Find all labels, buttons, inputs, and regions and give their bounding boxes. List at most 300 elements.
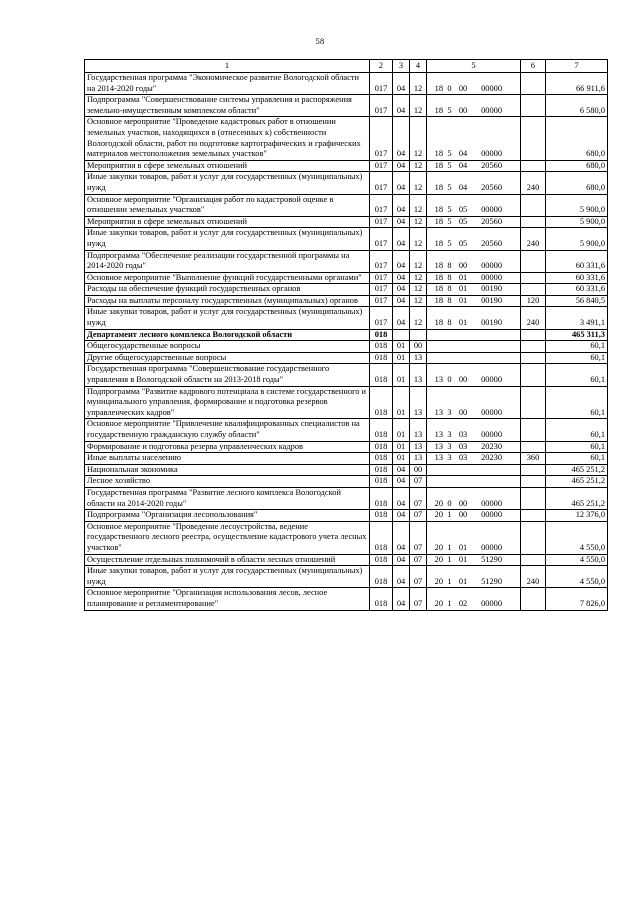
table-row [85,419,608,441]
expense-type-cell [521,441,546,453]
target-article-code [429,273,518,284]
section-code-cell: 04 [393,307,410,329]
row-name-cell: Подпрограмма "Организация лесопользования" [85,510,370,522]
direction-code: 00000 [481,498,502,508]
direction-code: 20230 [481,453,502,463]
table-row [85,464,608,476]
target-article-cell [427,464,521,476]
subsection-code-cell: 12 [410,295,427,307]
target-article-cell [427,228,521,250]
target-article-code [429,106,518,117]
subprogram-code: 0 [447,83,452,93]
subsection-code-cell: 12 [410,307,427,329]
ministry-code-cell: 017 [370,228,393,250]
ministry-code-cell: 017 [370,307,393,329]
row-name-cell: Основное мероприятие "Организация работ по кадастровой оценке в отношении земельных участков" [85,194,370,216]
direction-code: 00000 [481,261,502,271]
program-code: 20 [434,598,443,608]
subprogram-code: 1 [447,598,452,608]
target-article-cell [427,172,521,194]
amount-cell: 5 900,0 [546,216,608,228]
event-code: 03 [458,441,468,451]
expense-type-cell [521,554,546,566]
event-code: 02 [458,598,468,608]
subsection-code-cell: 12 [410,250,427,272]
target-article-cell [427,554,521,566]
table-row [85,364,608,386]
direction-code: 00190 [481,284,502,294]
row-name-cell: Основное мероприятие "Проведение кадастровых работ в отношении земельных участков, находящихся в (отнесенных к) собственности Вологодской области, работ по подготовке картографических и графических материалов местоположения земельных участков" [85,117,370,160]
direction-code: 20560 [481,238,502,248]
subsection-code-cell: 12 [410,73,427,95]
row-name-cell: Лесное хозяйство [85,476,370,488]
subprogram-code: 5 [447,216,452,226]
section-code-cell [393,329,410,341]
row-name-cell: Подпрограмма "Развитие кадрового потенциала в системе государственного и муниципального управления, формирование и подготовка резервов управленческих кадров" [85,386,370,419]
target-article-cell [427,487,521,509]
subsection-code-cell: 00 [410,341,427,353]
subsection-code-cell: 12 [410,95,427,117]
event-code: 01 [458,542,468,552]
program-code: 13 [434,441,443,451]
ministry-code-cell: 018 [370,554,393,566]
target-article-code [429,543,518,554]
row-name-cell: Мероприятия в сфере земельных отношений [85,160,370,172]
subsection-code-cell: 07 [410,487,427,509]
table-row [85,554,608,566]
ministry-code-cell: 018 [370,329,393,341]
target-article-cell [427,216,521,228]
direction-code: 00000 [481,105,502,115]
expense-type-cell [521,160,546,172]
direction-code: 20560 [481,182,502,192]
amount-cell: 60,1 [546,352,608,364]
target-article-cell [427,160,521,172]
ministry-code-cell: 018 [370,364,393,386]
program-code: 18 [434,238,443,248]
subprogram-code: 1 [447,554,452,564]
target-article-code [429,183,518,194]
table-row [85,352,608,364]
ministry-code-cell: 018 [370,510,393,522]
section-code-cell: 04 [393,95,410,117]
direction-code: 00000 [481,375,502,385]
section-code-cell: 04 [393,73,410,95]
program-code: 18 [434,105,443,115]
ministry-code-cell: 017 [370,272,393,284]
subsection-code-cell: 07 [410,554,427,566]
expense-type-cell [521,341,546,353]
subsection-code-cell: 07 [410,521,427,554]
amount-cell: 60,1 [546,341,608,353]
expense-type-cell: 120 [521,295,546,307]
subsection-code-cell [410,329,427,341]
section-code-cell: 04 [393,216,410,228]
section-code-cell: 04 [393,117,410,160]
ministry-code-cell: 018 [370,487,393,509]
table-row [85,588,608,610]
program-code: 18 [434,182,443,192]
subprogram-code: 8 [447,272,452,282]
table-row [85,329,608,341]
target-article-code [429,453,518,464]
subsection-code-cell: 13 [410,352,427,364]
table-row [85,476,608,488]
row-name-cell: Национальная экономика [85,464,370,476]
amount-cell: 4 550,0 [546,554,608,566]
row-name-cell: Иные закупки товаров, работ и услуг для государственных (муниципальных) нужд [85,566,370,588]
subprogram-code: 5 [447,149,452,159]
amount-cell: 6 580,0 [546,95,608,117]
row-name-cell: Расходы на выплаты персоналу государственных (муниципальных) органов [85,295,370,307]
table-row [85,250,608,272]
row-name-cell: Основное мероприятие "Выполнение функций государственными органами" [85,272,370,284]
section-code-cell: 04 [393,228,410,250]
row-name-cell: Общегосударственные вопросы [85,341,370,353]
ministry-code-cell: 018 [370,476,393,488]
event-code: 04 [458,182,468,192]
program-code: 18 [434,318,443,328]
expense-type-cell [521,464,546,476]
program-code: 13 [434,430,443,439]
direction-code: 00000 [481,149,502,159]
program-code: 18 [434,216,443,226]
direction-code: 00190 [481,318,502,328]
event-code: 03 [458,453,468,463]
subsection-code-cell: 07 [410,566,427,588]
target-article-code [429,284,518,295]
table-row [85,441,608,453]
expense-type-cell [521,73,546,95]
row-name-cell: Иные закупки товаров, работ и услуг для государственных (муниципальных) нужд [85,172,370,194]
ministry-code-cell: 017 [370,250,393,272]
section-code-cell: 04 [393,510,410,522]
direction-code: 00000 [481,430,502,439]
expense-type-cell: 240 [521,172,546,194]
section-code-cell: 04 [393,284,410,296]
subprogram-code: 5 [447,182,452,192]
program-code: 18 [434,160,443,170]
expense-type-cell [521,386,546,419]
target-article-cell [427,73,521,95]
row-name-cell: Расходы на обеспечение функций государственных органов [85,284,370,296]
subprogram-code: 5 [447,205,452,215]
event-code: 01 [458,554,468,564]
expense-type-cell [521,352,546,364]
subsection-code-cell: 12 [410,272,427,284]
program-code: 13 [434,375,443,385]
ministry-code-cell: 017 [370,216,393,228]
table-row [85,386,608,419]
direction-code: 00000 [481,83,502,93]
amount-cell: 4 550,0 [546,566,608,588]
expense-type-cell [521,329,546,341]
section-code-cell: 01 [393,364,410,386]
row-name-cell: Основное мероприятие "Организация использования лесов, лесное планирование и регламентирование" [85,588,370,610]
amount-cell: 12 376,0 [546,510,608,522]
row-name-cell: Департамент лесного комплекса Вологодской области [85,329,370,341]
table-row [85,160,608,172]
target-article-cell [427,117,521,160]
event-code: 01 [458,284,468,294]
col-header-3: 3 [393,60,410,73]
subprogram-code: 3 [447,453,452,463]
target-article-code [429,296,518,307]
subprogram-code: 1 [447,576,452,586]
section-code-cell: 01 [393,453,410,465]
section-code-cell: 04 [393,464,410,476]
direction-code: 51290 [481,554,502,564]
expense-type-cell [521,487,546,509]
table-row [85,95,608,117]
table-body [85,73,608,611]
expense-type-cell [521,194,546,216]
amount-cell: 60,1 [546,419,608,441]
event-code: 04 [458,149,468,159]
ministry-code-cell: 018 [370,566,393,588]
expense-type-cell: 240 [521,307,546,329]
program-code: 18 [434,295,443,305]
expense-type-cell [521,216,546,228]
amount-cell: 680,0 [546,117,608,160]
target-article-cell [427,441,521,453]
target-article-code [429,261,518,272]
target-article-code [429,149,518,160]
amount-cell: 60 331,6 [546,272,608,284]
col-header-6: 6 [521,60,546,73]
amount-cell: 680,0 [546,172,608,194]
program-code: 20 [434,498,443,508]
col-header-7: 7 [546,60,608,73]
amount-cell: 66 911,6 [546,73,608,95]
subprogram-code: 0 [447,375,452,385]
table-row [85,117,608,160]
ministry-code-cell: 018 [370,588,393,610]
target-article-code [429,499,518,510]
event-code: 05 [458,238,468,248]
target-article-code [429,555,518,566]
target-article-code [429,510,518,521]
section-code-cell: 04 [393,588,410,610]
expense-type-cell [521,521,546,554]
subsection-code-cell: 12 [410,117,427,160]
table-row [85,510,608,522]
target-article-cell [427,364,521,386]
event-code: 01 [458,295,468,305]
amount-cell: 5 900,0 [546,228,608,250]
expense-type-cell [521,476,546,488]
ministry-code-cell: 017 [370,73,393,95]
event-code: 04 [458,160,468,170]
program-code: 13 [434,407,443,417]
ministry-code-cell: 018 [370,441,393,453]
subprogram-code: 8 [447,318,452,328]
direction-code: 00000 [481,542,502,552]
table-row [85,521,608,554]
event-code: 05 [458,205,468,215]
target-article-cell [427,295,521,307]
target-article-cell [427,476,521,488]
expense-type-cell [521,284,546,296]
ministry-code-cell: 017 [370,295,393,307]
page-number: 58 [315,36,325,46]
target-article-code [429,161,518,172]
expense-type-cell: 360 [521,453,546,465]
subprogram-code: 5 [447,160,452,170]
subprogram-code: 8 [447,295,452,305]
row-name-cell: Формирование и подготовка резерва управленческих кадров [85,441,370,453]
row-name-cell: Государственная программа "Развитие лесного комплекса Вологодской области на 2014-2020 годы" [85,487,370,509]
row-name-cell: Иные закупки товаров, работ и услуг для государственных (муниципальных) нужд [85,307,370,329]
expense-type-cell [521,419,546,441]
event-code: 00 [458,498,468,508]
table-row [85,284,608,296]
section-code-cell: 01 [393,341,410,353]
expense-type-cell [521,364,546,386]
program-code: 18 [434,261,443,271]
event-code: 00 [458,261,468,271]
subprogram-code: 0 [447,498,452,508]
row-name-cell: Другие общегосударственные вопросы [85,352,370,364]
table-row [85,228,608,250]
section-code-cell: 01 [393,441,410,453]
row-name-cell: Государственная программа "Совершенствование государственного управления в Вологодской области на 2013-2018 годы" [85,364,370,386]
amount-cell: 4 550,0 [546,521,608,554]
amount-cell: 465 311,3 [546,329,608,341]
direction-code: 20560 [481,216,502,226]
ministry-code-cell: 018 [370,419,393,441]
target-article-cell [427,284,521,296]
amount-cell: 56 840,5 [546,295,608,307]
ministry-code-cell: 018 [370,352,393,364]
section-code-cell: 04 [393,250,410,272]
target-article-code [429,239,518,250]
subsection-code-cell: 13 [410,453,427,465]
subsection-code-cell: 12 [410,228,427,250]
col-header-2: 2 [370,60,393,73]
row-name-cell: Осуществление отдельных полномочий в области лесных отношений [85,554,370,566]
program-code: 13 [434,453,443,463]
event-code: 00 [458,375,468,385]
target-article-cell [427,352,521,364]
subsection-code-cell: 13 [410,419,427,441]
expense-type-cell [521,250,546,272]
ministry-code-cell: 017 [370,95,393,117]
col-header-1: 1 [85,60,370,73]
event-code: 00 [458,105,468,115]
target-article-cell [427,307,521,329]
table-row [85,194,608,216]
expense-type-cell [521,272,546,284]
program-code: 18 [434,284,443,294]
subsection-code-cell: 13 [410,364,427,386]
table-row [85,295,608,307]
row-name-cell: Подпрограмма "Обеспечение реализации государственной программы на 2014-2020 годы" [85,250,370,272]
subprogram-code: 1 [447,542,452,552]
section-code-cell: 04 [393,272,410,284]
target-article-cell [427,341,521,353]
subsection-code-cell: 00 [410,464,427,476]
ministry-code-cell: 017 [370,194,393,216]
ministry-code-cell: 017 [370,117,393,160]
direction-code: 00000 [481,205,502,215]
section-code-cell: 01 [393,352,410,364]
amount-cell: 7 826,0 [546,588,608,610]
event-code: 00 [458,407,468,417]
row-name-cell: Подпрограмма "Совершенствование системы управления и распоряжения земельно-имущественным комплексом области" [85,95,370,117]
target-article-cell [427,386,521,419]
subprogram-code: 5 [447,238,452,248]
target-article-cell [427,272,521,284]
table-row [85,487,608,509]
subsection-code-cell: 12 [410,194,427,216]
subsection-code-cell: 12 [410,216,427,228]
direction-code: 51290 [481,576,502,586]
subsection-code-cell: 07 [410,510,427,522]
direction-code: 00000 [481,598,502,608]
row-name-cell: Иные закупки товаров, работ и услуг для государственных (муниципальных) нужд [85,228,370,250]
subprogram-code: 5 [447,105,452,115]
ministry-code-cell: 018 [370,386,393,419]
event-code: 00 [458,510,468,520]
event-code: 05 [458,216,468,226]
amount-cell: 60,1 [546,441,608,453]
table-row [85,341,608,353]
subsection-code-cell: 13 [410,441,427,453]
section-code-cell: 04 [393,160,410,172]
amount-cell: 3 491,1 [546,307,608,329]
header-row [85,60,608,73]
ministry-code-cell: 017 [370,284,393,296]
budget-table [84,59,608,611]
subsection-code-cell: 12 [410,160,427,172]
expense-type-cell [521,117,546,160]
subprogram-code: 3 [447,407,452,417]
section-code-cell: 04 [393,295,410,307]
direction-code: 00190 [481,295,502,305]
section-code-cell: 04 [393,172,410,194]
target-article-code [429,408,518,419]
program-code: 20 [434,510,443,520]
target-article-code [429,577,518,588]
program-code: 18 [434,272,443,282]
direction-code: 00000 [481,407,502,417]
expense-type-cell [521,510,546,522]
row-name-cell: Мероприятия в сфере земельных отношений [85,216,370,228]
target-article-cell [427,419,521,441]
amount-cell: 60,1 [546,364,608,386]
ministry-code-cell: 018 [370,464,393,476]
table-row [85,307,608,329]
table-row [85,272,608,284]
target-article-cell [427,521,521,554]
subsection-code-cell: 07 [410,476,427,488]
ministry-code-cell: 017 [370,172,393,194]
program-code: 18 [434,83,443,93]
section-code-cell: 04 [393,487,410,509]
section-code-cell: 01 [393,386,410,419]
section-code-cell: 04 [393,566,410,588]
table-row [85,453,608,465]
target-article-cell [427,329,521,341]
ministry-code-cell: 018 [370,521,393,554]
amount-cell: 465 251,2 [546,487,608,509]
amount-cell: 60,1 [546,453,608,465]
expense-type-cell: 240 [521,228,546,250]
section-code-cell: 04 [393,476,410,488]
event-code: 01 [458,272,468,282]
table-row [85,172,608,194]
